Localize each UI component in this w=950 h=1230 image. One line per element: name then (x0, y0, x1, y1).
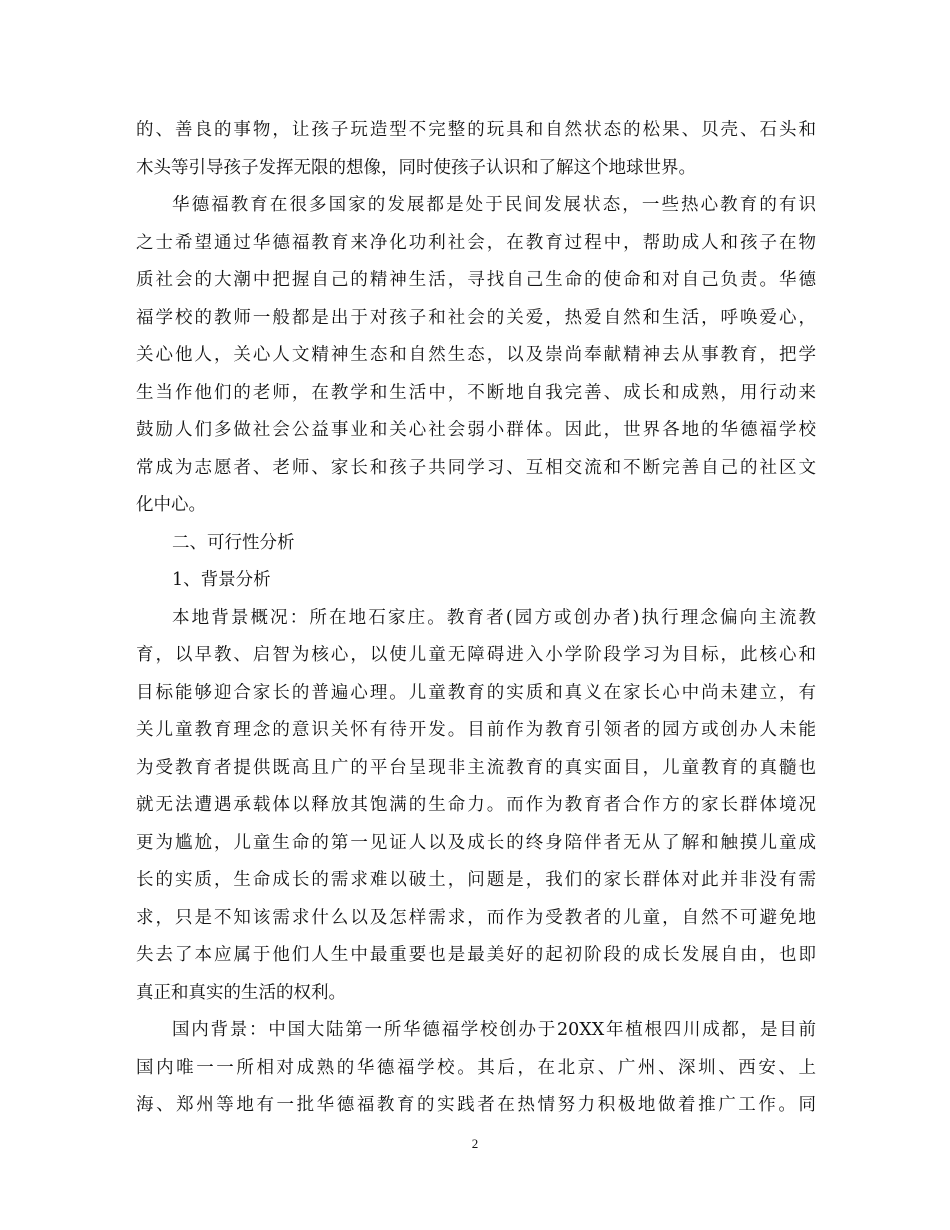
text-line: 关儿童教育理念的意识关怀有待开发。目前作为教育引领者的园方或创办人未能 (136, 720, 816, 740)
text-line: 常成为志愿者、老师、家长和孩子共同学习、互相交流和不断完善自己的社区文 (136, 457, 816, 478)
page-number: 2 (471, 1136, 479, 1151)
text-line: 华德福教育在很多国家的发展都是处于民间发展状态，一些热心教育的有识 (172, 195, 816, 215)
text-line: 1、背景分析 (172, 570, 271, 590)
text-line: 真正和真实的生活的权利。 (136, 982, 346, 1003)
text-line: 失去了本应属于他们人生中最重要也是最美好的起初阶段的成长发展自由，也即 (136, 945, 816, 965)
document-body (136, 112, 816, 1125)
text-line: 求，只是不知该需求什么以及怎样需求，而作为受教者的儿童，自然不可避免地 (136, 907, 816, 928)
text-line: 生当作他们的老师，在教学和生活中，不断地自我完善、成长和成熟，用行动来 (136, 382, 816, 403)
text-line: 海、郑州等地有一批华德福教育的实践者在热情努力积极地做着推广工作。同 (136, 1095, 816, 1115)
text-line: 质社会的大潮中把握自己的精神生活，寻找自己生命的使命和对自己负责。华德 (136, 270, 816, 290)
text-line: 的、善良的事物，让孩子玩造型不完整的玩具和自然状态的松果、贝壳、石头和 (136, 120, 816, 140)
text-line: 福学校的教师一般都是出于对孩子和社会的关爱，热爱自然和生活，呼唤爱心， (136, 307, 816, 328)
text-line: 木头等引导孩子发挥无限的想像，同时使孩子认识和了解这个地球世界。 (136, 157, 696, 178)
text-line: 国内唯一一所相对成熟的华德福学校。其后，在北京、广州、深圳、西安、上 (136, 1057, 816, 1078)
text-line: 本地背景概况：所在地石家庄。教育者(园方或创办者)执行理念偏向主流教 (172, 607, 816, 628)
text-line: 为受教育者提供既高且广的平台呈现非主流教育的真实面目，儿童教育的真髓也 (136, 757, 816, 778)
text-line: 二、可行性分析 (172, 532, 295, 553)
text-line: 就无法遭遇承载体以释放其饱满的生命力。而作为教育者合作方的家长群体境况 (136, 795, 816, 815)
text-line: 育，以早教、启智为核心，以使儿童无障碍进入小学阶段学习为目标，此核心和 (136, 645, 816, 665)
text-line: 化中心。 (136, 495, 206, 515)
text-line: 之士希望通过华德福教育来净化功利社会，在教育过程中，帮助成人和孩子在物 (136, 232, 816, 253)
text-line: 目标能够迎合家长的普遍心理。儿童教育的实质和真义在家长心中尚未建立，有 (136, 682, 816, 703)
text-line: 更为尴尬，儿童生命的第一见证人以及成长的终身陪伴者无从了解和触摸儿童成 (136, 832, 816, 853)
text-line: 关心他人，关心人文精神生态和自然生态，以及崇尚奉献精神去从事教育，把学 (136, 345, 816, 365)
text-line: 鼓励人们多做社会公益事业和关心社会弱小群体。因此，世界各地的华德福学校 (136, 420, 816, 440)
text-line: 长的实质，生命成长的需求难以破土，问题是，我们的家长群体对此并非没有需 (136, 870, 816, 890)
text-line: 国内背景：中国大陆第一所华德福学校创办于20XX年植根四川成都，是目前 (172, 1020, 816, 1040)
